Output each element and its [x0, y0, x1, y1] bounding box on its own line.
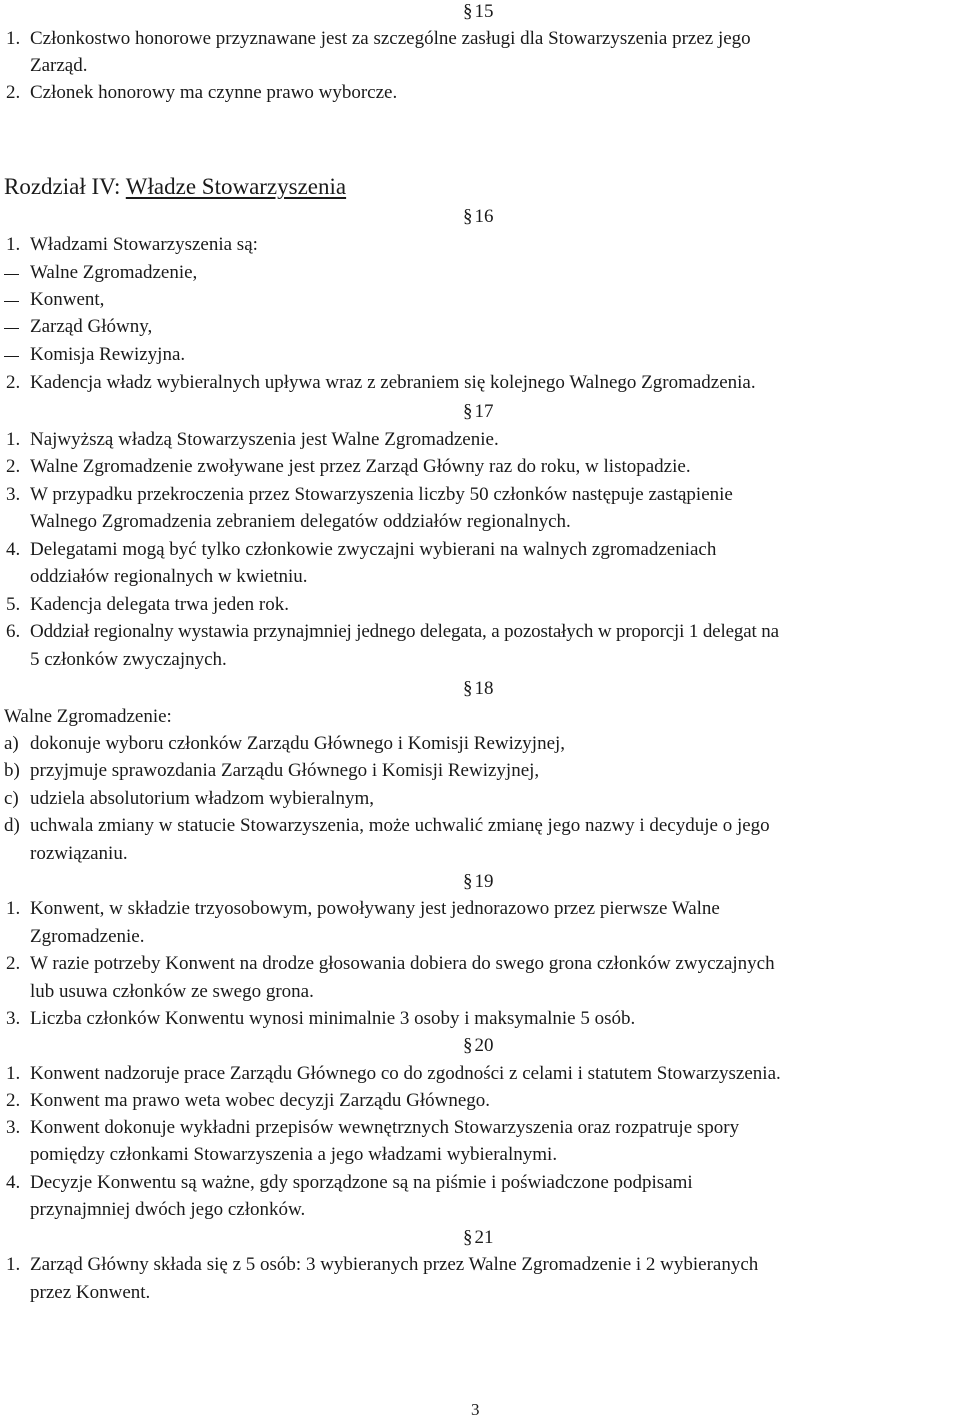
section-symbol: §	[463, 1, 473, 22]
item-number: 2.	[6, 82, 21, 103]
item-number: 2.	[6, 456, 21, 477]
paragraph-text: przynajmniej dwóch jego członków.	[30, 1199, 306, 1220]
paragraph-text: Decyzje Konwentu są ważne, gdy sporządzone są na piśmie i poświadczone podpisami	[30, 1172, 693, 1193]
paragraph-text: uchwala zmiany w statucie Stowarzyszenia, może uchwalić zmianę jego nazwy i decyduje o jego	[30, 815, 770, 836]
chapter-title: Władze Stowarzyszenia	[125, 174, 347, 199]
paragraph-text: Członkostwo honorowe przyznawane jest za szczególne zasługi dla Stowarzyszenia przez jego	[30, 28, 751, 49]
item-number: 1.	[6, 28, 21, 49]
item-number: 3.	[6, 1008, 21, 1029]
item-number: 1.	[6, 1063, 21, 1084]
paragraph-text: Walnego Zgromadzenia zebraniem delegatów oddziałów regionalnych.	[30, 511, 571, 532]
item-number: 1.	[6, 898, 21, 919]
paragraph-text: Członek honorowy ma czynne prawo wyborcze.	[30, 82, 398, 103]
section-heading-17: § 17	[463, 401, 494, 422]
section-heading-21: § 21	[463, 1227, 494, 1248]
paragraph-text: lub usuwa członków ze swego grona.	[30, 981, 314, 1002]
section-symbol: §	[463, 871, 473, 892]
section-symbol: §	[463, 678, 473, 699]
item-number: 4.	[6, 539, 21, 560]
dash-bullet	[4, 301, 19, 302]
paragraph-text: udziela absolutorium władzom wybieralnym,	[30, 788, 375, 809]
paragraph-text: Konwent dokonuje wykładni przepisów wewnętrznych Stowarzyszenia oraz rozpatruje spory	[30, 1117, 740, 1138]
paragraph-text: Najwyższą władzą Stowarzyszenia jest Walne Zgromadzenie.	[30, 429, 499, 450]
paragraph-text: pomiędzy członkami Stowarzyszenia a jego władzami wybieralnymi.	[30, 1144, 558, 1165]
paragraph-text: W przypadku przekroczenia przez Stowarzyszenia liczby 50 członków następuje zastąpienie	[30, 484, 733, 505]
list-item: Walne Zgromadzenie,	[30, 262, 198, 283]
paragraph-text: oddziałów regionalnych w kwietniu.	[30, 566, 308, 587]
item-number: 1.	[6, 429, 21, 450]
item-number: 3.	[6, 1117, 21, 1138]
item-letter: b)	[4, 760, 20, 781]
chapter-heading	[4, 174, 346, 200]
section-heading-15: § 15	[463, 1, 494, 22]
paragraph-text: Zarząd Główny składa się z 5 osób: 3 wybieranych przez Walne Zgromadzenie i 2 wybieranych	[30, 1254, 759, 1275]
paragraph-text: przez Konwent.	[30, 1282, 151, 1303]
chapter-prefix: Rozdział IV:	[4, 174, 126, 199]
dash-bullet	[4, 356, 19, 357]
item-number: 2.	[6, 372, 21, 393]
item-number: 2.	[6, 953, 21, 974]
section-symbol: §	[463, 1227, 473, 1248]
list-item: Komisja Rewizyjna.	[30, 344, 186, 365]
paragraph-text: Zgromadzenie.	[30, 926, 145, 947]
paragraph-text: Władzami Stowarzyszenia są:	[30, 234, 258, 255]
paragraph-intro: Walne Zgromadzenie:	[4, 706, 172, 727]
paragraph-text: W razie potrzeby Konwent na drodze głosowania dobiera do swego grona członków zwyczajnych	[30, 953, 775, 974]
paragraph-text: Liczba członków Konwentu wynosi minimalnie 3 osoby i maksymalnie 5 osób.	[30, 1008, 636, 1029]
section-heading-18: § 18	[463, 678, 494, 699]
paragraph-text: dokonuje wyboru członków Zarządu Głównego i Komisji Rewizyjnej,	[30, 733, 566, 754]
item-number: 5.	[6, 594, 21, 615]
paragraph-text: Konwent, w składzie trzyosobowym, powoływany jest jednorazowo przez pierwsze Walne	[30, 898, 720, 919]
list-item: Konwent,	[30, 289, 105, 310]
paragraph-text: Kadencja delegata trwa jeden rok.	[30, 594, 290, 615]
item-number: 3.	[6, 484, 21, 505]
list-item: Zarząd Główny,	[30, 316, 153, 337]
section-heading-20: § 20	[463, 1035, 494, 1056]
paragraph-text: rozwiązaniu.	[30, 843, 128, 864]
paragraph-text: Konwent nadzoruje prace Zarządu Głównego co do zgodności z celami i statutem Stowarzyszenia.	[30, 1063, 781, 1084]
paragraph-text: przyjmuje sprawozdania Zarządu Głównego i Komisji Rewizyjnej,	[30, 760, 540, 781]
item-letter: c)	[4, 788, 19, 809]
dash-bullet	[4, 328, 19, 329]
item-number: 1.	[6, 234, 21, 255]
item-letter: a)	[4, 733, 19, 754]
paragraph-text: Oddział regionalny wystawia przynajmniej jednego delegata, a pozostałych w proporcji 1 delegat na	[30, 621, 779, 642]
section-heading-19: § 19	[463, 871, 494, 892]
item-letter: d)	[4, 815, 20, 836]
paragraph-text: Konwent ma prawo weta wobec decyzji Zarządu Głównego.	[30, 1090, 491, 1111]
section-heading-16: § 16	[463, 206, 494, 227]
section-symbol: §	[463, 206, 473, 227]
paragraph-text: Walne Zgromadzenie zwoływane jest przez Zarząd Główny raz do roku, w listopadzie.	[30, 456, 691, 477]
dash-bullet	[4, 274, 19, 275]
paragraph-text: 5 członków zwyczajnych.	[30, 649, 227, 670]
paragraph-text: Delegatami mogą być tylko członkowie zwyczajni wybierani na walnych zgromadzeniach	[30, 539, 717, 560]
paragraph-text: Kadencja władz wybieralnych upływa wraz z zebraniem się kolejnego Walnego Zgromadzenia.	[30, 372, 756, 393]
item-number: 1.	[6, 1254, 21, 1275]
section-symbol: §	[463, 1035, 473, 1056]
page-number: 3	[471, 1400, 480, 1419]
paragraph-text: Zarząd.	[30, 55, 88, 76]
item-number: 6.	[6, 621, 21, 642]
item-number: 2.	[6, 1090, 21, 1111]
section-symbol: §	[463, 401, 473, 422]
item-number: 4.	[6, 1172, 21, 1193]
